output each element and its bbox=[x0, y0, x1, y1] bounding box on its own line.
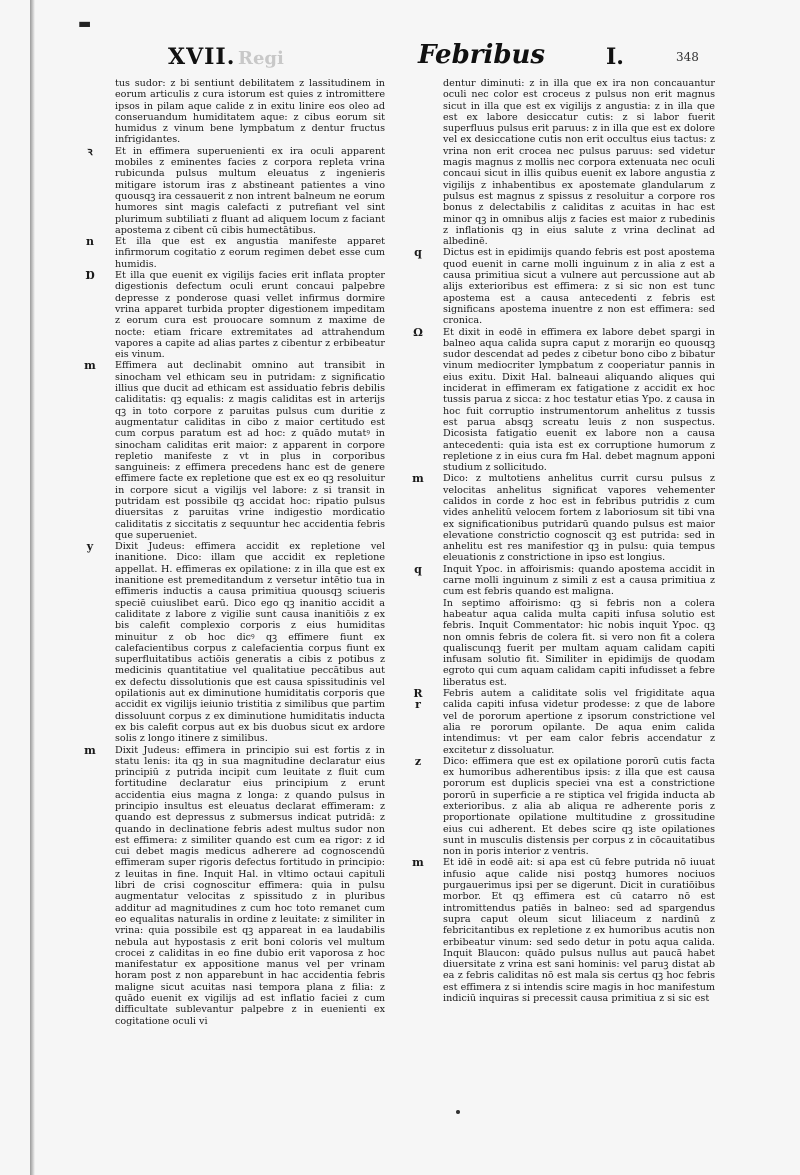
paragraph bbox=[413, 325, 715, 474]
paragraph-text: Dico: z multotiens anhelitus currit cursu pulsus z velocitas anhelitus significat vapores vehementer calidos in corde z hoc est in febribus putridis z cum vides anhelitū velocem fortem z laboriosum sit tibi vna ex significationibus putridarū quando pulsus est maior elevatione constrictio cognoscit qꝫ est putrida: sed in anhelitu est res manifestior qꝫ in pulsu: quia tempus eleuationis z constrictione in ipso est longius. bbox=[443, 473, 715, 564]
paragraph-text: Dixit Judeus: effimera accidit ex repletione vel inanitione. Dico: illam que accidit ex repletione appellat. H. effimeras ex opilatione: z in illa que est ex inanitione est premeditandum z versetur intētio tua in effimeris inductis a causa primitiua quousqꝫ sciueris speciē cuiuslibet earū. Dico ego qꝫ inanitio accidit a caliditate z labore z vigilie sunt causa inanitiōis z ex bis calefit complexio corporis z eius humiditas minuitur z ob hoc dicꝰ qꝫ effimere fiunt ex calefacientibus corpus z calefacientia corpus fiunt ex superfluitatibus actiōis generatis a cibis z potibus z medicinis quantitatiue vel qualitatiue peccātibus aut ex defectu dissolutionis que est causa spissitudinis vel opilationis aut ex diminutione humiditatis corporis que accidit ex vigilijs ieiunio tristitia z similibus que partim dissoluunt corpus z ex diminutione humiditatis inducta ex bis calefit corpus aut ex bis duobus sicut ex ardore solis z longo itinere z similibus. bbox=[115, 541, 385, 745]
paragraph-text: Dictus est in epidimijs quando febris est post apostema quod euenit in carne molli inguinum z in alia z est a causa primitiua sicut a vulnere aut percussione aut ab alijs exterioribus est effimera: z si sic non est tunc apostema est a causa antecedenti z febris est significans apostema inuentre z non est effimera: sed cronica. bbox=[443, 247, 715, 327]
page-binding-shadow bbox=[30, 0, 35, 1175]
paragraph-text: Et dixit in eodē in effimera ex labore debet spargi in balneo aqua calida supra caput z morarijn eo quousqꝫ sudor descendat ad pedes z cibetur bono cibo z bibatur vinum mediocriter lympbatum z cooperiatur pannis in eius exitu. Dixit Hal. balneaui aliquando aliques qui inciderat in effimeram ex fatigatione z accidit ex hoc tussis parua z sicca: z hoc testatur etias Ypo. z causa in hoc fuit corruptio instrumentorum anhelitus z tussis est parua absqꝫ screatu leuis z non suspectus. Dicosista fatigatio euenit ex labore non a causa antecedenti: quia ista est ex corruptione humorum z repletione z in eius cura fm Hal. debet magnum apponi studium z sollicitudo. bbox=[443, 326, 715, 474]
paragraph-text: dentur diminuti: z in illa que ex ira non concauantur oculi nec color est croceus z pulsus non erit magnus sicut in illa que est ex vigilijs z angustia: z in illa que est ex labore desiccatur cutis: z si labor fuerit superfluus pulsus erit paruus: z in illa que est ex dolore vel ex desiccatione cutis non erit occultus eius tactus: z vrina non erit crocea nec pulsus paruus: sed videtur magis magnus z mollis nec corpora extenuata nec oculi concaui sicut in illis quibus euenit ex labore angustia z vigilijs z inhabentibus ex apostemate glandularum z pulsus est magnus z spissus z resoluitur a corpore ros bonus z delectabilis z caliditas z acuitas in hac est minor qꝫ in omnibus alijs z facies est maior z rubedinis z inflationis qꝫ in eius salute z vrina declinat ad albedinē. bbox=[443, 78, 715, 248]
paragraph bbox=[443, 78, 715, 247]
paragraph-text: Dixit Judeus: effimera in principio sui est fortis z in statu lenis: ita qꝫ in sua magnitudine declaratur eius principiū z putrida incipit cum leuitate z fluit cum fortitudine declaratur eius principium z erunt accidentia eius magna z longa: z quando pulsus in principio insultus est eleuatus declarat effimeram: z quando est depressus z submersus indicat putridā: z quando in declinatione febris adest multus sudor non est effimera: z similiter quando est cum ea rigor: z id cui debet magis medicus adherere ad cognoscendū effimeram super rigoris defectus fortitudo in principio: z leuitas in fine. Inquit Hal. in vltimo octaui capituli libri de crisi cognoscitur effimera: quia in pulsu augmentatur velocitas z spissitudo z in pluribus additur ad magnitudines z cum hoc toto remanet cum eo equalitas naturalis in ordine z leuitate: z similiter in vrina: quia possibile est qꝫ appareat in ea laudabilis nebula aut hypostasis z erit boni coloris vel multum crocei z caliditas in eo fine dubio erit vaporosa z hoc manifestatur ex appositione manus vel per vrinam horam post z non apparebunt in hac accidentia febris maligne sicut acuitas nasi tempora plana z filia: z quādo euenit ex vigilijs ad est inflatio faciei z cum difficultate sublevantur palpebre z in euenienti ex cogitatione oculi vi bbox=[115, 744, 385, 1027]
margin-letter: R r bbox=[413, 687, 423, 712]
paragraph bbox=[85, 269, 385, 361]
paragraph-text: Inquit Ypoc. in affoirismis: quando apostema accidit in carne molli inguinum z simili z est a causa primitiua z cum est febris quando est maligna. bbox=[443, 563, 715, 598]
margin-letter: q bbox=[414, 562, 422, 576]
paragraph bbox=[86, 540, 385, 745]
paragraph bbox=[87, 144, 385, 236]
paragraph-text: In septimo affoirismo: qꝫ si febris non a colera habeatur aqua calida multa capiti infusa solutio est febris. Inquit Commentator: hic nobis inquit Ypoc. qꝫ non omnis febris de colera fit. si vero non fit a colera qualiscunqꝫ fuerit per multam aquam calidam capiti infusam solutio fit. Similiter in epidimijs de quodam egroto qui cum aquam calidam capiti infudisset a febre liberatus est. bbox=[443, 597, 715, 688]
left-text-column bbox=[84, 78, 385, 1027]
paragraph-text: Effimera aut declinabit omnino aut transibit in sinocham vel ethicam seu in putridam: z significatio illius que ducit ad ethicam est assiduatio febris debilis caliditatis: qꝫ equalis: z magis caliditas est in arterijs qꝫ in toto corpore z paruitas pulsus cum duritie z augmentatur caliditas in cibo z maior certitudo est cum corpus paratum est ad hoc: z quādo mutatꝰ in sinocham caliditas erit maior: z apparent in corpore repletio manifeste z vt in plus in corporibus sanguineis: z effimera precedens hanc est de genere effimere facte ex repletione que est ex eo qꝫ resoluitur in corpore sicut a vigilijs vel labore: z si transit in putridam est possibile qꝫ accidat hoc: ripatio pulsus diuersitas z paruitas vrine indigestio mordicatio caliditatis z siccitatis z sequuntur hec accidentia febris que superueniet. bbox=[115, 360, 385, 541]
paragraph bbox=[115, 78, 385, 146]
paragraph-text: Et illa que est ex angustia manifeste apparet infirmorum cogitatio z eorum regimen debet esse cum humidis. bbox=[115, 236, 385, 270]
folio-number: 348 bbox=[676, 50, 699, 64]
margin-letter: m bbox=[412, 856, 424, 870]
margin-letter: m bbox=[412, 472, 424, 486]
paragraph bbox=[443, 598, 715, 688]
paragraph-text: Febris autem a caliditate solis vel frigiditate aqua calida capiti infusa videtur prodesse: z que de labore vel de pororum apertione z ipsorum constrictione vel alia re pororum opilante. De aqua enim calida intendimus: vt per eam calor febris accendatur z excitetur z dissoluatur. bbox=[443, 688, 715, 756]
paragraph bbox=[412, 472, 715, 564]
dash-mark: ▬ bbox=[78, 16, 92, 32]
paragraph-text: Dico: effimera que est ex opilatione pororū cutis facta ex humoribus adherentibus ipsis: z illa que est causa pororum est duplicis speciei vna est a constrictione pororū in superficie a re stiptica vel frigida inducta ab exterioribus. z alia ab aliqua re adherente poris z proportionate opilatione multitudine z grossitudine eius cui adherent. Et debes scire qꝫ iste opilationes sunt in musculis distensis per corpus z in cōcauitatibus non in poris interior z ventris. bbox=[443, 755, 715, 858]
margin-letter: Ɒ bbox=[85, 269, 95, 283]
bottom-dot bbox=[456, 1110, 460, 1114]
paragraph bbox=[86, 235, 385, 270]
paragraph bbox=[413, 687, 715, 756]
running-head-left: XVII. bbox=[168, 44, 236, 70]
margin-letter: n bbox=[86, 235, 94, 249]
paragraph-text: Et illa que euenit ex vigilijs facies erit inflata propter digestionis defectum oculi erunt concaui palpebre depresse z ponderose quasi vellet infirmus dormire vrina apparet turbida propter digestionem impeditam z eorum cura est prouocare somnum z maxime de nocte: etiam fricare extremitates ad attrahendum vapores a capite ad alias partes z cibentur z erbibeatur eis vinum. bbox=[115, 270, 385, 361]
paragraph bbox=[414, 246, 715, 327]
paragraph bbox=[84, 359, 385, 541]
paragraph bbox=[84, 743, 385, 1027]
paragraph-text: Et in effimera superuenienti ex ira oculi apparent mobiles z eminentes facies z corpora repleta vrina rubicunda pulsus multum eleuatus z ingenieris mitigare istorum iras z abstineant patientes a vino quousqꝫ ira cessauerit z non intrent balneum ne eorum humores sint magis calefacti z putrefiant vel sint plurimum subtiliati z fluant ad aliquem locum z faciant apostema z cibent cū cibis humectātibus. bbox=[115, 145, 385, 236]
paragraph-text: tus sudor: z bi sentiunt debilitatem z lassitudinem in eorum articulis z cura istorum est quies z intromittere ipsos in pilam aque calide z in exitu linire eos oleo ad conseruandum humiditatem aque: z cibus eorum sit humidus z vinum bene lympbatum z dentur fructus infrigidantes. bbox=[115, 78, 385, 146]
margin-letter: q bbox=[414, 246, 422, 260]
running-head-right: I. bbox=[606, 44, 624, 70]
running-head-faint: Regi bbox=[238, 48, 284, 69]
margin-letter: y bbox=[86, 540, 94, 554]
margin-letter: m bbox=[84, 359, 96, 373]
running-head-title: Febribus bbox=[418, 40, 546, 70]
margin-letter: m bbox=[84, 743, 96, 757]
margin-letter: Ω bbox=[413, 325, 423, 339]
paragraph bbox=[414, 754, 715, 858]
right-text-column bbox=[412, 78, 715, 1005]
paragraph bbox=[412, 856, 715, 1005]
margin-letter: z bbox=[414, 754, 422, 768]
margin-letter: ꝛ bbox=[87, 144, 93, 158]
paragraph bbox=[414, 562, 715, 598]
paragraph-text: Et idē in eodē ait: si apa est cū febre putrida nō iuuat infusio aque calide nisi postqꝫ humores nociuos purgauerimus ipsi per se digerunt. Dicit in curatiōibus morbor. Et qꝫ effimera est cū catarro nō est intromittendus patiēs in balneo: sed ad spargendus supra caput oleum sicut liliaceum z nardinū z febricitantibus ex repletione z ex humoribus acutis non erbibeatur vinum: sed sedo detur in potu aqua calida. Inquit Blaucon: quādo pulsus nullus aut paucā habet diuersitate z vrina est sani hominis: vel paruꝫ distat ab ea z febris caliditas nō est mala sis certus qꝫ hoc febris est effimera z si intendis scire magis in hoc manifestum indiciū inquiras si precessit causa primitiua z si sic est bbox=[443, 857, 715, 1005]
